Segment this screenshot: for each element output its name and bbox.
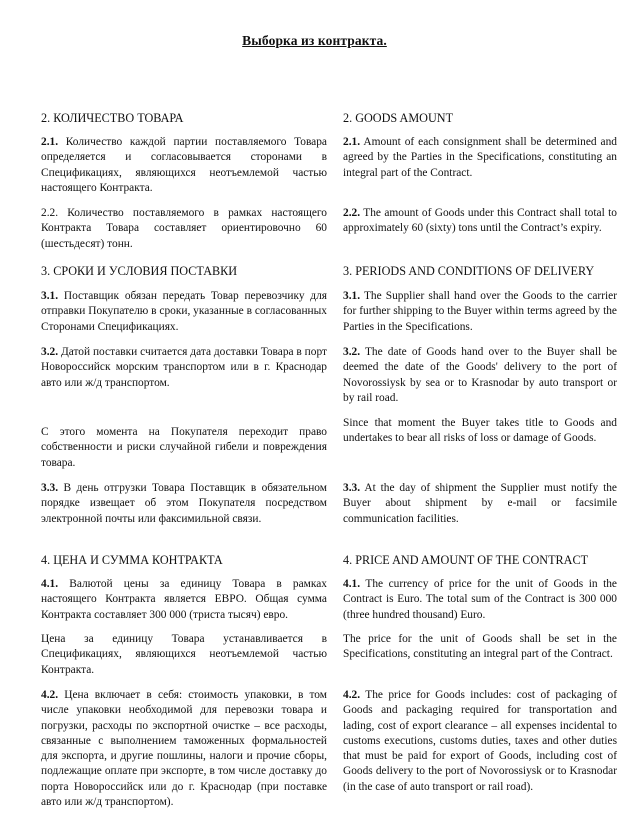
clause-3-2-ru (41, 345, 327, 391)
clause-text: Датой поставки считается дата доставки Товара в порт Новороссийск морским транспортом или в г. Краснодар авто или ж/д транспортом. (41, 346, 327, 389)
clause-number: 3.2. (41, 346, 59, 358)
clause-4-2-ru (41, 688, 327, 810)
clause-text: Amount of each consignment shall be determined and agreed by the Parties in the Specifications, constituting an integral part of the Contract. (343, 136, 617, 179)
clause-number: 3.1. (41, 290, 59, 302)
clause-3-2-cont-ru (41, 425, 327, 471)
clause-3-3-en (343, 481, 617, 527)
section-2-heading-en: 2. GOODS AMOUNT (343, 111, 454, 125)
clause-text: В день отгрузки Товара Поставщик в обязательном порядке извещает об этом Покупателя посредством электронной почты или факсимильной связи. (41, 482, 327, 525)
section-4-heading-ru: 4. ЦЕНА И СУММА КОНТРАКТА (41, 553, 223, 567)
clause-3-2-cont-en (343, 416, 617, 447)
clause-text: С этого момента на Покупателя переходит право собственности и риски случайной гибели и повреждения товара. (41, 426, 327, 469)
clause-2-1-ru (41, 135, 327, 196)
clause-number: 4.2. (343, 689, 361, 701)
clause-4-1-cont-ru (41, 632, 327, 678)
clause-number: 3.3. (41, 482, 59, 494)
clause-3-1-ru (41, 289, 327, 335)
clause-text: Валютой цены за единицу Товара в рамках настоящего Контракта является ЕВРО. Общая сумма Контракта составляет 300 000 (триста тысяч) евро. (41, 578, 327, 621)
clause-number: 2.1. (343, 136, 361, 148)
clause-number: 4.1. (343, 578, 361, 590)
clause-number: 2.2. (343, 207, 361, 219)
clause-4-1-ru (41, 577, 327, 623)
clause-2-2-en (343, 206, 617, 237)
clause-3-1-en (343, 289, 617, 335)
section-2-heading-ru: 2. КОЛИЧЕСТВО ТОВАРА (41, 111, 184, 125)
clause-3-2-en (343, 345, 617, 406)
section-3-heading-ru: 3. СРОКИ И УСЛОВИЯ ПОСТАВКИ (41, 264, 238, 278)
clause-text: Поставщик обязан передать Товар перевозчику для отправки Покупателю в сроки, указанные в согласованных Сторонами Спецификациях. (41, 290, 327, 333)
document-title: Выборка из контракта. (242, 33, 387, 48)
clause-number: 4.1. (41, 578, 59, 590)
clause-text: The price for the unit of Goods shall be set in the Specifications, constituting an integral part of the Contract. (343, 633, 617, 661)
section-3-heading-en: 3. PERIODS AND CONDITIONS OF DELIVERY (343, 264, 595, 278)
clause-text: Количество каждой партии поставляемого Товара определяется и согласовывается сторонами в Спецификациях, являющихся неотъемлемой частью настоящего Контракта. (41, 136, 327, 194)
clause-text: The Supplier shall hand over the Goods to the carrier for further shipping to the Buyer within terms agreed by the Parties in the Specifications. (343, 290, 617, 333)
clause-text: The date of Goods hand over to the Buyer shall be deemed the date of the Goods' delivery to the port of Novorossiysk by sea or to Krasnodar by auto transport or by rail road. (343, 346, 617, 404)
clause-text: At the day of shipment the Supplier must notify the Buyer about shipment by e-mail or facsimile communication facilities. (343, 482, 617, 525)
clause-text: 2.2. Количество поставляемого в рамках настоящего Контракта Товара составляет ориентировочно 60 (шестьдесят) тонн. (41, 207, 327, 250)
clause-2-2-ru (41, 206, 327, 252)
clause-text: The price for Goods includes: cost of packaging of Goods and packaging required for transportation and lading, cost of export clearance – all expenses incidental to customs executions, customs duties, taxes and other duties that must be paid for export of Goods, including cost of Goods delivery to the port of Novorossiysk or to Krasnodar (in the case of auto transport or rail road). (343, 689, 617, 793)
clause-text: Цена за единицу Товара устанавливается в Спецификациях, являющихся неотъемлемой частью Контракта. (41, 633, 327, 676)
clause-text: The currency of price for the unit of Goods in the Contract is Euro. The total sum of the Contract is 300 000 (three hundred thousand) Euro. (343, 578, 617, 621)
clause-number: 3.3. (343, 482, 361, 494)
clause-4-1-cont-en (343, 632, 617, 663)
clause-text: The amount of Goods under this Contract shall total to approximately 60 (sixty) tons until the Contract’s expiry. (343, 207, 617, 235)
clause-number: 4.2. (41, 689, 59, 701)
clause-4-2-en (343, 688, 617, 795)
clause-4-1-en (343, 577, 617, 623)
clause-number: 2.1. (41, 136, 59, 148)
section-4-heading-en: 4. PRICE AND AMOUNT OF THE CONTRACT (343, 553, 589, 567)
clause-number: 3.2. (343, 346, 361, 358)
clause-3-3-ru (41, 481, 327, 527)
clause-text: Since that moment the Buyer takes title to Goods and undertakes to bear all risks of loss or damage of Goods. (343, 417, 617, 445)
clause-2-1-en (343, 135, 617, 181)
clause-number: 3.1. (343, 290, 361, 302)
clause-text: Цена включает в себя: стоимость упаковки, в том числе упаковки необходимой для перевозки товара и погрузки, расходы по экспортной очистке – все расходы, связанные с выполнением таможенных формальностей для экспорта, и другие пошлины, налоги и прочие сборы, подлежащие оплате при экспорте, в том числе доставку до порта Новороссийск или до г. Краснодар (при поставке авто или ж/д транспортом). (41, 689, 327, 809)
